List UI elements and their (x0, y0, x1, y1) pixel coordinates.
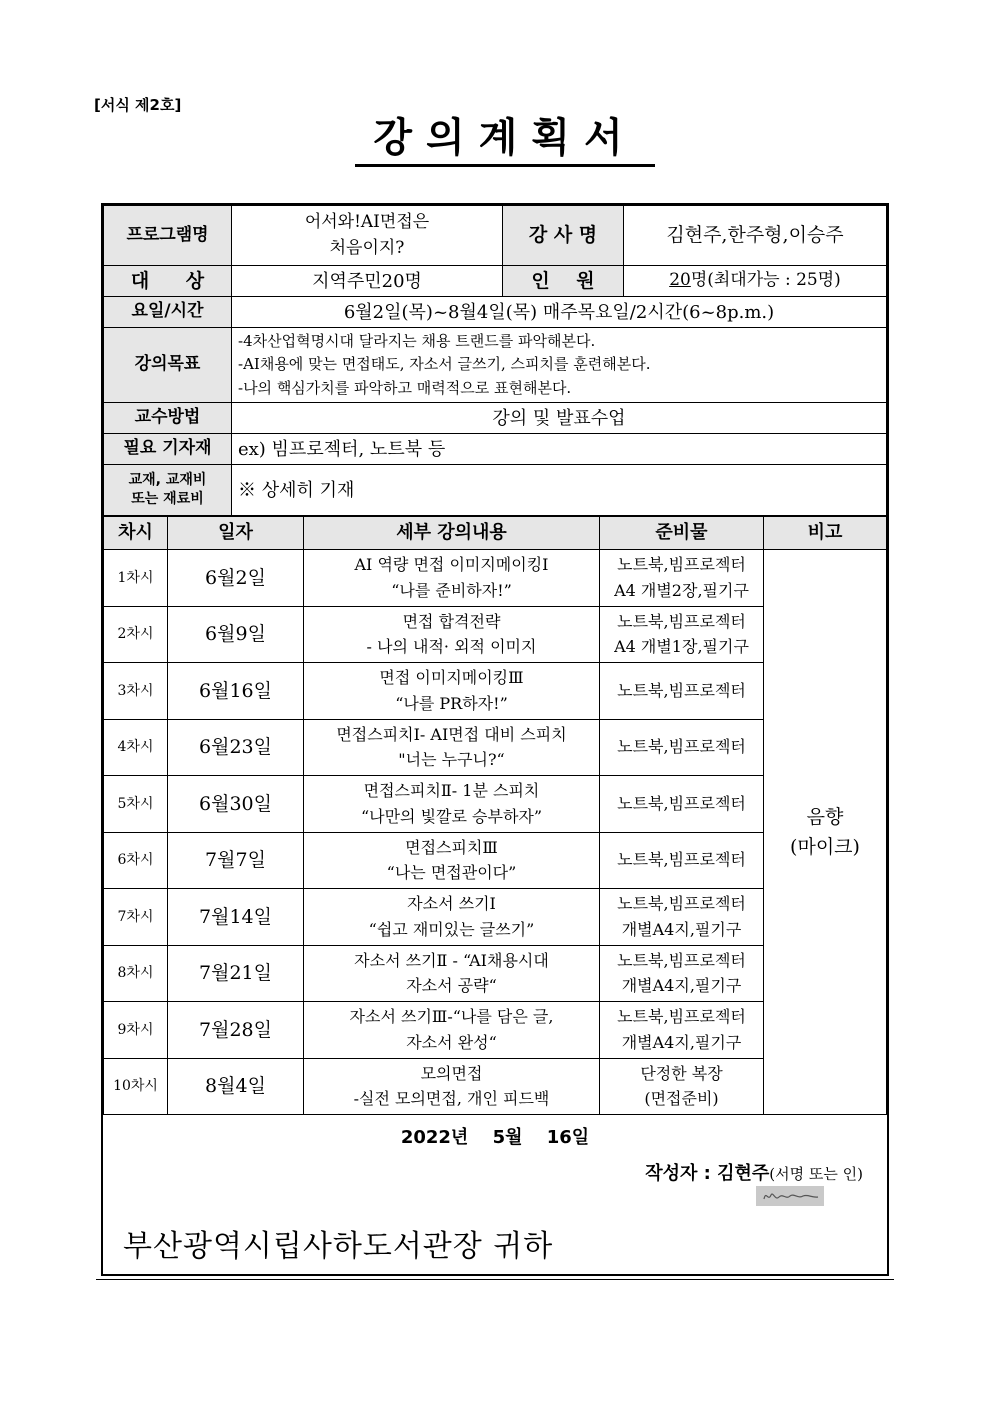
program-line-1: 어서와!AI면접은 (304, 212, 430, 232)
session-date: 6월2일 (168, 550, 304, 607)
session-date: 6월30일 (168, 776, 304, 833)
submission-date: 2022년 5월 16일 (400, 1127, 590, 1148)
session-prep (600, 945, 764, 1002)
session-prep-line-2: A4 개별1장,필기구 (614, 637, 749, 657)
materials-label (104, 465, 232, 516)
session-date: 6월9일 (168, 606, 304, 663)
header-prep: 준비물 (600, 517, 764, 550)
session-content (304, 1002, 600, 1059)
session-number: 2차시 (104, 606, 168, 663)
note-line-1: 음향 (806, 805, 844, 828)
signature-image (756, 1186, 824, 1206)
session-number: 1차시 (104, 550, 168, 607)
materials-value: ※ 상세히 기재 (232, 465, 887, 516)
signature-note: (서명 또는 인) (769, 1165, 863, 1183)
session-content-line-1: 자소서 쓰기Ⅰ (407, 894, 496, 914)
session-prep-line-2: 개별A4지,필기구 (621, 976, 742, 996)
session-content-line-2: -실전 모의면접, 개인 피드백 (353, 1089, 550, 1109)
session-prep (600, 1002, 764, 1059)
session-date: 8월4일 (168, 1058, 304, 1115)
bottom-rule (96, 1279, 894, 1280)
session-number: 10차시 (104, 1058, 168, 1115)
goal-item: -나의 핵심가치를 파악하고 매력적으로 표현해본다. (238, 378, 572, 397)
session-content (304, 1058, 600, 1115)
session-number: 4차시 (104, 719, 168, 776)
author-label: 작성자 : (645, 1163, 711, 1184)
session-date: 7월28일 (168, 1002, 304, 1059)
author-line (645, 1159, 863, 1185)
session-prep-line-2: A4 개별2장,필기구 (614, 580, 749, 600)
headcount-number: 20 (669, 270, 691, 291)
lecture-plan-form (101, 203, 889, 1276)
header-date: 일자 (168, 517, 304, 550)
session-prep-line-2: (면접준비) (644, 1089, 719, 1109)
session-content-line-2: - 나의 내적· 외적 이미지 (366, 637, 537, 657)
info-table (103, 205, 887, 516)
session-content-line-1: 면접 이미지메이킹Ⅲ (379, 668, 524, 688)
session-content (304, 776, 600, 833)
session-number: 6차시 (104, 832, 168, 889)
session-date: 7월7일 (168, 832, 304, 889)
materials-label-line-1: 교재, 교재비 (128, 472, 207, 489)
headcount-max: 명(최대가능 : 25명) (690, 270, 841, 291)
session-content-line-1: 면접스피치Ⅰ- AI면접 대비 스피치 (336, 724, 567, 744)
session-rows (104, 550, 887, 1115)
header-session: 차시 (104, 517, 168, 550)
session-prep (600, 606, 764, 663)
signature-scribble (756, 1186, 824, 1206)
table-row (104, 550, 887, 607)
schedule-label: 요일/시간 (104, 297, 232, 328)
equipment-label: 필요 기자재 (104, 434, 232, 465)
document-title: 강의계획서 (355, 112, 655, 167)
session-date: 7월21일 (168, 945, 304, 1002)
session-prep-line-1: 노트북,빔프로젝터 (617, 611, 746, 631)
session-content (304, 663, 600, 720)
session-content (304, 945, 600, 1002)
header-content: 세부 강의내용 (304, 517, 600, 550)
headcount-label: 인 원 (503, 266, 624, 297)
session-content-line-2: “나를 준비하자!” (391, 580, 512, 600)
session-date: 6월23일 (168, 719, 304, 776)
session-content-line-2: "너는 누구니?“ (398, 750, 505, 770)
session-prep-line-1: 노트북,빔프로젝터 (617, 850, 746, 870)
session-content-line-1: 자소서 쓰기Ⅱ - “AI채용시대 (354, 950, 549, 970)
session-prep-line-1: 노트북,빔프로젝터 (617, 680, 746, 700)
program-line-2: 처음이지? (329, 237, 405, 258)
session-content (304, 719, 600, 776)
session-content-line-2: “나만의 빛깔로 승부하자” (360, 806, 543, 826)
session-content (304, 832, 600, 889)
schedule-table (103, 516, 887, 1115)
instructor-label: 강 사 명 (503, 206, 624, 266)
session-prep-line-1: 노트북,빔프로젝터 (617, 793, 746, 813)
program-label: 프로그램명 (104, 206, 232, 266)
form-number: [서식 제2호] (94, 96, 182, 114)
session-number: 3차시 (104, 663, 168, 720)
session-prep (600, 776, 764, 833)
form-footer (103, 1115, 887, 1278)
session-content-line-1: AI 역량 면접 이미지메이킹Ⅰ (354, 555, 549, 575)
session-number: 8차시 (104, 945, 168, 1002)
session-content (304, 606, 600, 663)
note-line-2: (마이크) (790, 836, 860, 858)
session-content-line-1: 자소서 쓰기Ⅲ-“나를 담은 글, (349, 1007, 554, 1027)
session-prep-line-1: 노트북,빔프로젝터 (617, 1007, 746, 1027)
method-value: 강의 및 발표수업 (232, 403, 887, 434)
session-number: 5차시 (104, 776, 168, 833)
recipient: 부산광역시립사하도서관장 귀하 (123, 1229, 554, 1264)
session-prep (600, 663, 764, 720)
schedule-value: 6월2일(목)~8월4일(목) 매주목요일/2시간(6~8p.m.) (232, 297, 887, 328)
session-prep-line-2: 개별A4지,필기구 (621, 1032, 742, 1052)
session-number: 9차시 (104, 1002, 168, 1059)
session-content (304, 550, 600, 607)
target-label: 대 상 (104, 266, 232, 297)
session-prep (600, 719, 764, 776)
goal-item: -AI채용에 맞는 면접태도, 자소서 글쓰기, 스피치를 훈련해본다. (238, 355, 651, 374)
session-content-line-2: “나를 PR하자!” (395, 693, 508, 713)
program-value (232, 206, 503, 266)
session-prep (600, 832, 764, 889)
session-prep-line-1: 노트북,빔프로젝터 (617, 950, 746, 970)
session-content-line-1: 면접스피치Ⅱ- 1분 스피치 (363, 781, 540, 801)
session-prep-line-1: 노트북,빔프로젝터 (617, 555, 746, 575)
author-name: 김현주 (717, 1163, 770, 1184)
session-date: 6월16일 (168, 663, 304, 720)
method-label: 교수방법 (104, 403, 232, 434)
goal-item: -4차산업혁명시대 달라지는 채용 트랜드를 파악해본다. (238, 332, 596, 351)
materials-label-line-2: 또는 재료비 (131, 491, 204, 507)
session-date: 7월14일 (168, 889, 304, 946)
session-prep (600, 1058, 764, 1115)
session-prep-line-1: 노트북,빔프로젝터 (617, 737, 746, 757)
session-prep-line-1: 노트북,빔프로젝터 (617, 894, 746, 914)
session-content-line-1: 모의면접 (420, 1063, 483, 1083)
headcount-value (624, 266, 887, 297)
session-number: 7차시 (104, 889, 168, 946)
session-content-line-1: 면접스피치Ⅲ (405, 837, 498, 857)
session-content-line-2: 자소서 완성“ (406, 1032, 497, 1052)
session-prep-line-1: 단정한 복장 (640, 1063, 723, 1083)
session-prep (600, 550, 764, 607)
session-prep-line-2: 개별A4지,필기구 (621, 919, 742, 939)
header-note: 비고 (764, 517, 887, 550)
goals-list (232, 328, 887, 403)
equipment-value: ex) 빔프로젝터, 노트북 등 (232, 434, 887, 465)
session-content-line-2: “나는 면접관이다” (386, 863, 517, 883)
session-content-line-1: 면접 합격전략 (402, 611, 501, 631)
note-cell (764, 550, 887, 1115)
session-content-line-2: 자소서 공략“ (406, 976, 497, 996)
session-prep (600, 889, 764, 946)
instructor-value: 김현주,한주형,이승주 (624, 206, 887, 266)
goals-label: 강의목표 (104, 328, 232, 403)
target-value: 지역주민20명 (232, 266, 503, 297)
session-content (304, 889, 600, 946)
session-content-line-2: “쉽고 재미있는 글쓰기” (368, 919, 535, 939)
